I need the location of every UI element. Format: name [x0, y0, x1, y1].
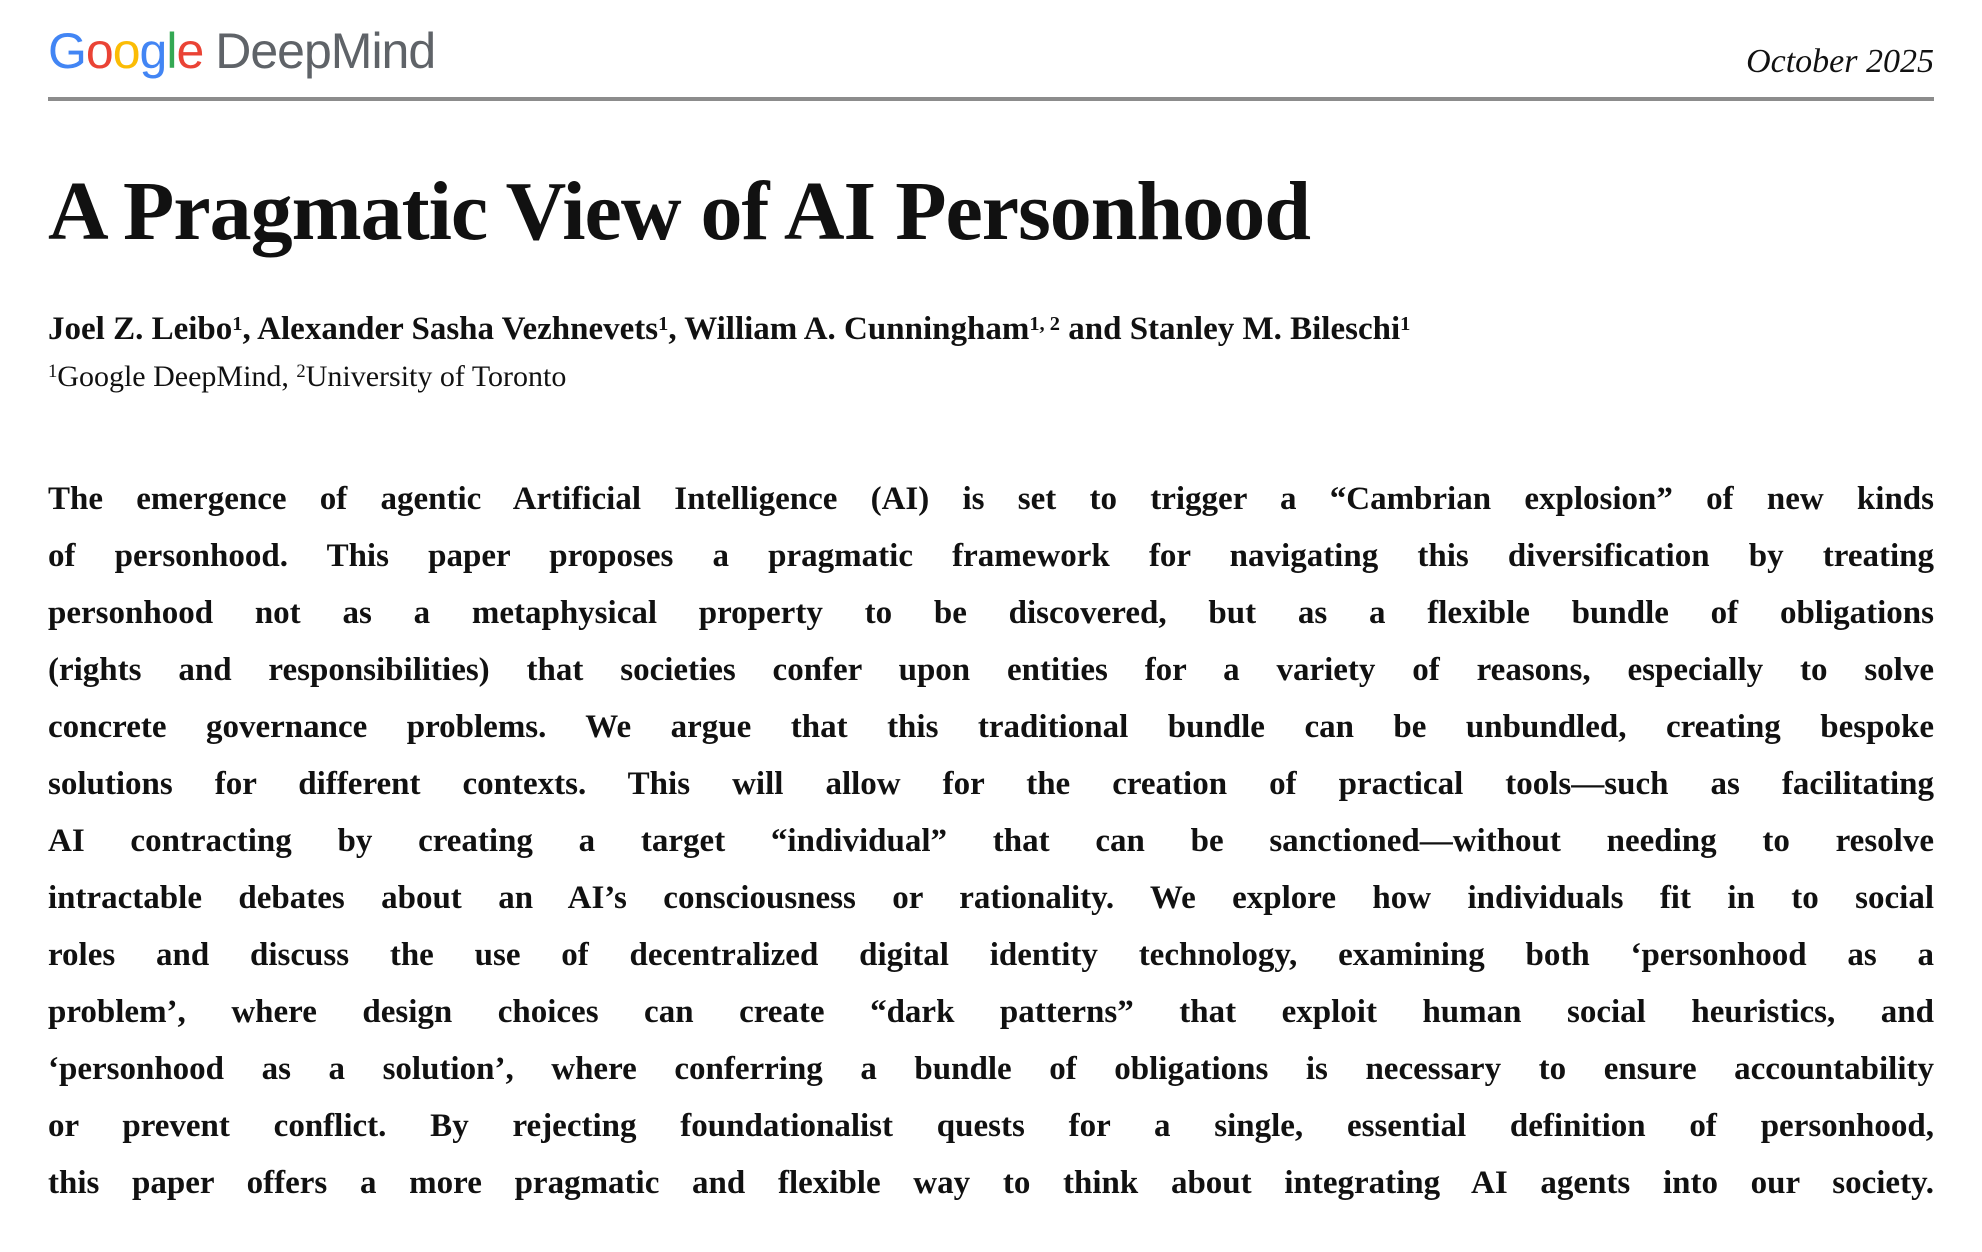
logo-letter: g [139, 23, 167, 79]
abstract-line: intractable debates about an AI’s consciousness or rationality. We explore how individuals fit in to social [48, 880, 1934, 917]
author-name: William A. Cunningham [684, 310, 1030, 347]
abstract-line: (rights and responsibilities) that societies confer upon entities for a variety of reasons, especially to solve [48, 652, 1934, 689]
author-affiliation-superscript: 1 [232, 312, 243, 335]
abstract-line: personhood not as a metaphysical property to be discovered, but as a flexible bundle of obligations [48, 595, 1934, 632]
affiliation-separator: , [281, 359, 297, 393]
affiliation-name: Google DeepMind [57, 359, 282, 393]
google-deepmind-logo [48, 23, 436, 79]
logo-wordmark: DeepMind [215, 23, 436, 79]
logo-letter: e [176, 23, 204, 79]
affiliations-line [48, 357, 1934, 398]
abstract-line: AI contracting by creating a target “individual” that can be sanctioned—without needing to resolve [48, 823, 1934, 860]
abstract-line: solutions for different contexts. This will allow for the creation of practical tools—such as facilitating [48, 766, 1934, 803]
author-separator: and [1059, 310, 1130, 347]
affiliation-superscript: 2 [296, 361, 306, 383]
abstract-paragraph [48, 471, 1934, 1212]
abstract-line: concrete governance problems. We argue that this traditional bundle can be unbundled, creating bespoke [48, 709, 1934, 746]
logo-letter: l [166, 23, 177, 79]
abstract-line: problem’, where design choices can create “dark patterns” that exploit human social heuristics, and [48, 994, 1934, 1031]
affiliation [296, 360, 566, 393]
affiliation-name: University of Toronto [305, 359, 567, 393]
header-divider [48, 97, 1934, 101]
abstract-line: roles and discuss the use of decentralized digital identity technology, examining both ‘personhood as a [48, 937, 1934, 974]
author-affiliation-superscript: 1 [1400, 312, 1411, 335]
author-affiliation-superscript: 1 [658, 312, 669, 335]
logo-letter: G [48, 23, 86, 79]
affiliation-superscript: 1 [48, 361, 58, 383]
author-name: Joel Z. Leibo [48, 310, 233, 347]
author-separator: , [668, 310, 685, 347]
paper-title: A Pragmatic View of AI Personhood [48, 165, 1310, 258]
author-name: Alexander Sasha Vezhnevets [257, 310, 659, 347]
abstract-line: of personhood. This paper proposes a pragmatic framework for navigating this diversification by treating [48, 538, 1934, 575]
abstract-line: ‘personhood as a solution’, where conferring a bundle of obligations is necessary to ensure accountability [48, 1051, 1934, 1088]
abstract-line: or prevent conflict. By rejecting foundationalist quests for a single, essential definition of personhood, [48, 1108, 1934, 1145]
publication-date: October 2025 [1746, 43, 1934, 80]
logo-letter: o [85, 23, 113, 79]
author [257, 311, 684, 347]
author-name: Stanley M. Bileschi [1129, 310, 1401, 347]
logo-letter: o [112, 23, 140, 79]
author-separator: , [242, 310, 258, 347]
authors-line [48, 308, 1934, 351]
abstract-line: The emergence of agentic Artificial Intelligence (AI) is set to trigger a “Cambrian explosion” of new kinds [48, 481, 1934, 518]
author [684, 311, 1129, 347]
author [1130, 311, 1411, 347]
affiliation [48, 360, 296, 393]
page-header [48, 0, 1934, 80]
author [48, 311, 257, 347]
abstract-line: this paper offers a more pragmatic and flexible way to think about integrating AI agents into our society. [48, 1165, 1934, 1202]
author-affiliation-superscript: 1, 2 [1029, 312, 1060, 335]
